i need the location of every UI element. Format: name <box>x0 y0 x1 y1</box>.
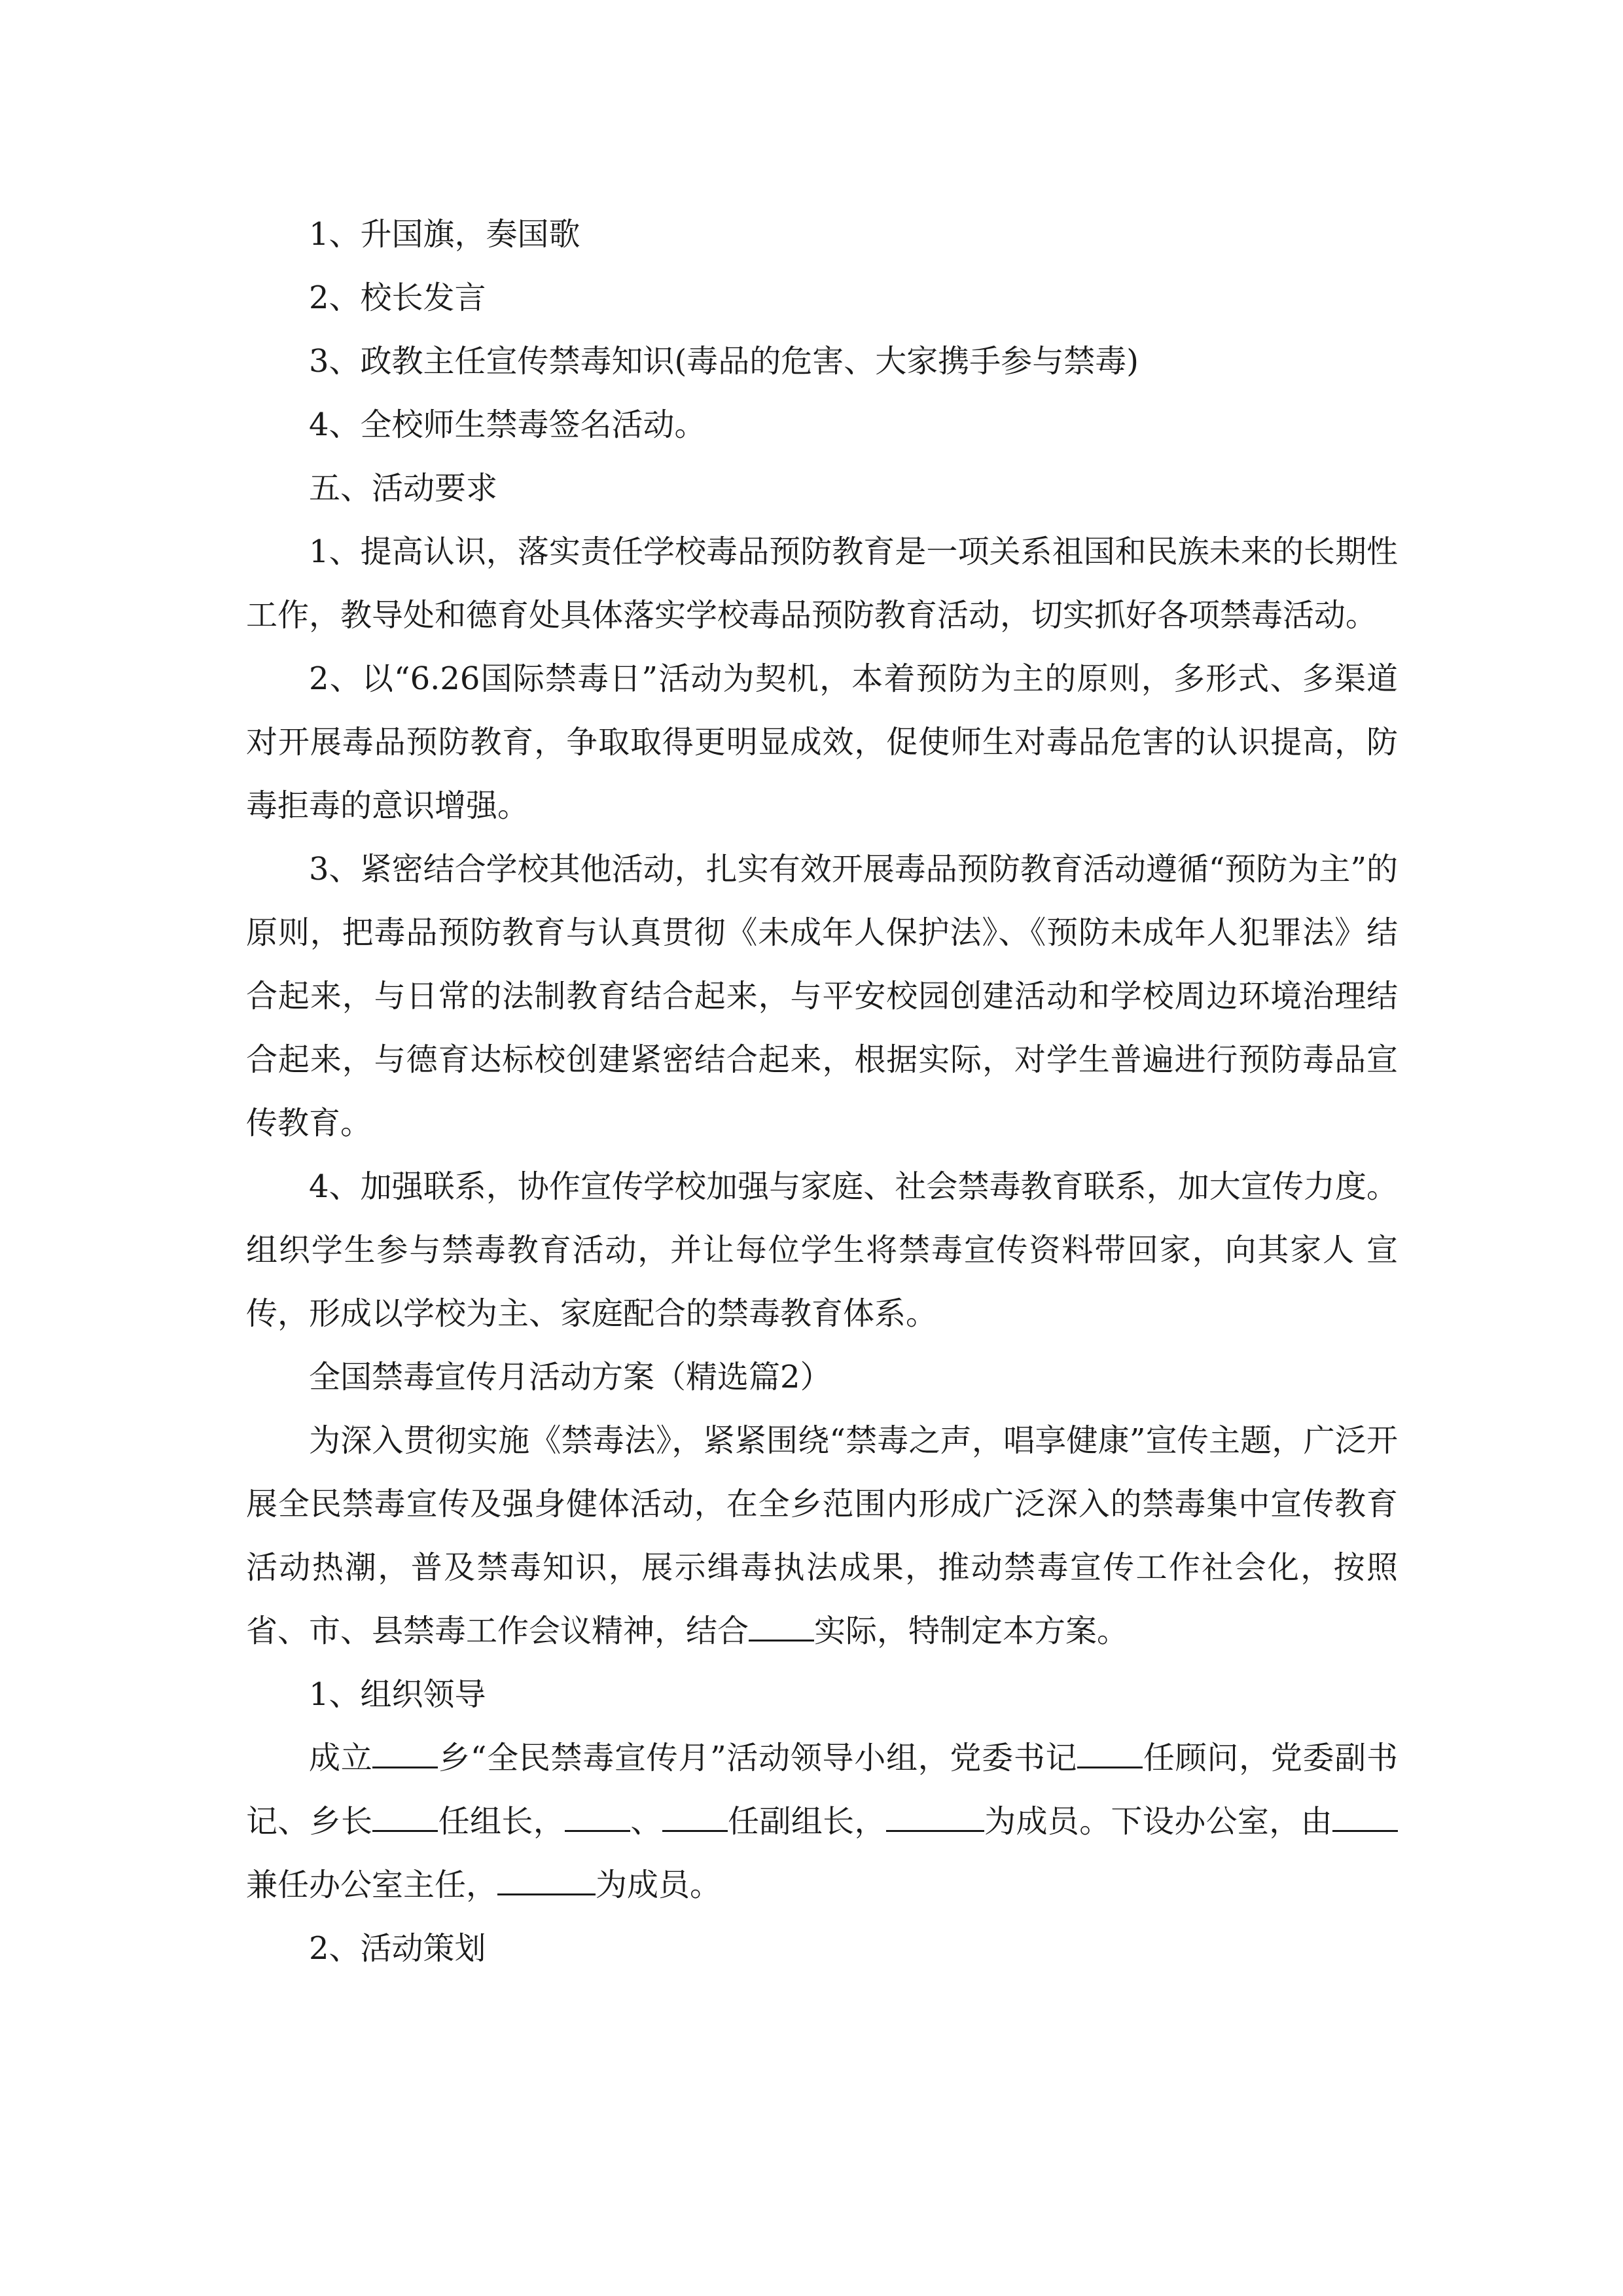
fill-blank <box>372 1736 438 1768</box>
fill-blank <box>565 1800 630 1832</box>
fill-blank <box>886 1800 984 1832</box>
paragraph: 4、加强联系，协作宣传学校加强与家庭、社会禁毒教育联系，加大宣传力度。组织学生参与禁毒教育活动，并让每位学生将禁毒宣传资料带回家，向其家人 宣传，形成以学校为主、家庭配合的禁毒教育体系。 <box>246 1168 1398 1332</box>
paragraph: 2、以“6.26国际禁毒日”活动为契机，本着预防为主的原则，多形式、多渠道对开展毒品预防教育，争取取得更明显成效，促使师生对毒品危害的认识提高，防毒拒毒的意识增强。 <box>246 660 1398 824</box>
document-body <box>246 203 1398 1981</box>
fill-blank <box>372 1800 438 1832</box>
list-item: 3、政教主任宣传禁毒知识(毒品的危害、大家携手参与禁毒) <box>309 343 1139 380</box>
fill-blank <box>1332 1800 1398 1832</box>
section-heading: 五、活动要求 <box>309 470 498 507</box>
paragraph: 成立 乡“全民禁毒宣传月”活动领导小组，党委书记 任顾问，党委副书记、乡长 任组长， 、 任副组长， 为成员。下设办公室，由兼任办公室主任， 为成员。 <box>246 1727 1398 1917</box>
list-item: 2、校长发言 <box>309 279 486 316</box>
list-item: 1、升国旗，奏国歌 <box>309 216 580 253</box>
section-heading: 1、组织领导 <box>309 1676 486 1713</box>
fill-blank <box>749 1609 814 1641</box>
fill-blank <box>497 1863 596 1895</box>
section-title: 全国禁毒宣传月活动方案（精选篇2） <box>309 1359 832 1395</box>
list-item: 4、全校师生禁毒签名活动。 <box>309 406 706 443</box>
paragraph: 3、紧密结合学校其他活动，扎实有效开展毒品预防教育活动遵循“预防为主”的原则，把毒品预防教育与认真贯彻《未成年人保护法》、《预防未成年人犯罪法》结合起来，与日常的法制教育结合起来，与平安校园创建活动和学校周边环境治理结合起来，与德育达标校创建紧密结合起来，根据实际，对学生普遍进行预防毒品宣传教育。 <box>246 851 1398 1141</box>
paragraph: 为深入贯彻实施《禁毒法》，紧紧围绕“禁毒之声，唱享健康”宣传主题，广泛开展全民禁毒宣传及强身健体活动，在全乡范围内形成广泛深入的禁毒集中宣传教育活动热潮，普及禁毒知识，展示缉毒执法成果，推动禁毒宣传工作社会化，按照省、市、县禁毒工作会议精神，结合 实际，特制定本方案。 <box>246 1422 1398 1649</box>
fill-blank <box>1077 1736 1143 1768</box>
section-heading: 2、活动策划 <box>309 1930 486 1967</box>
paragraph: 1、提高认识，落实责任学校毒品预防教育是一项关系祖国和民族未来的长期性工作，教导处和德育处具体落实学校毒品预防教育活动，切实抓好各项禁毒活动。 <box>246 533 1398 634</box>
fill-blank <box>662 1800 728 1832</box>
